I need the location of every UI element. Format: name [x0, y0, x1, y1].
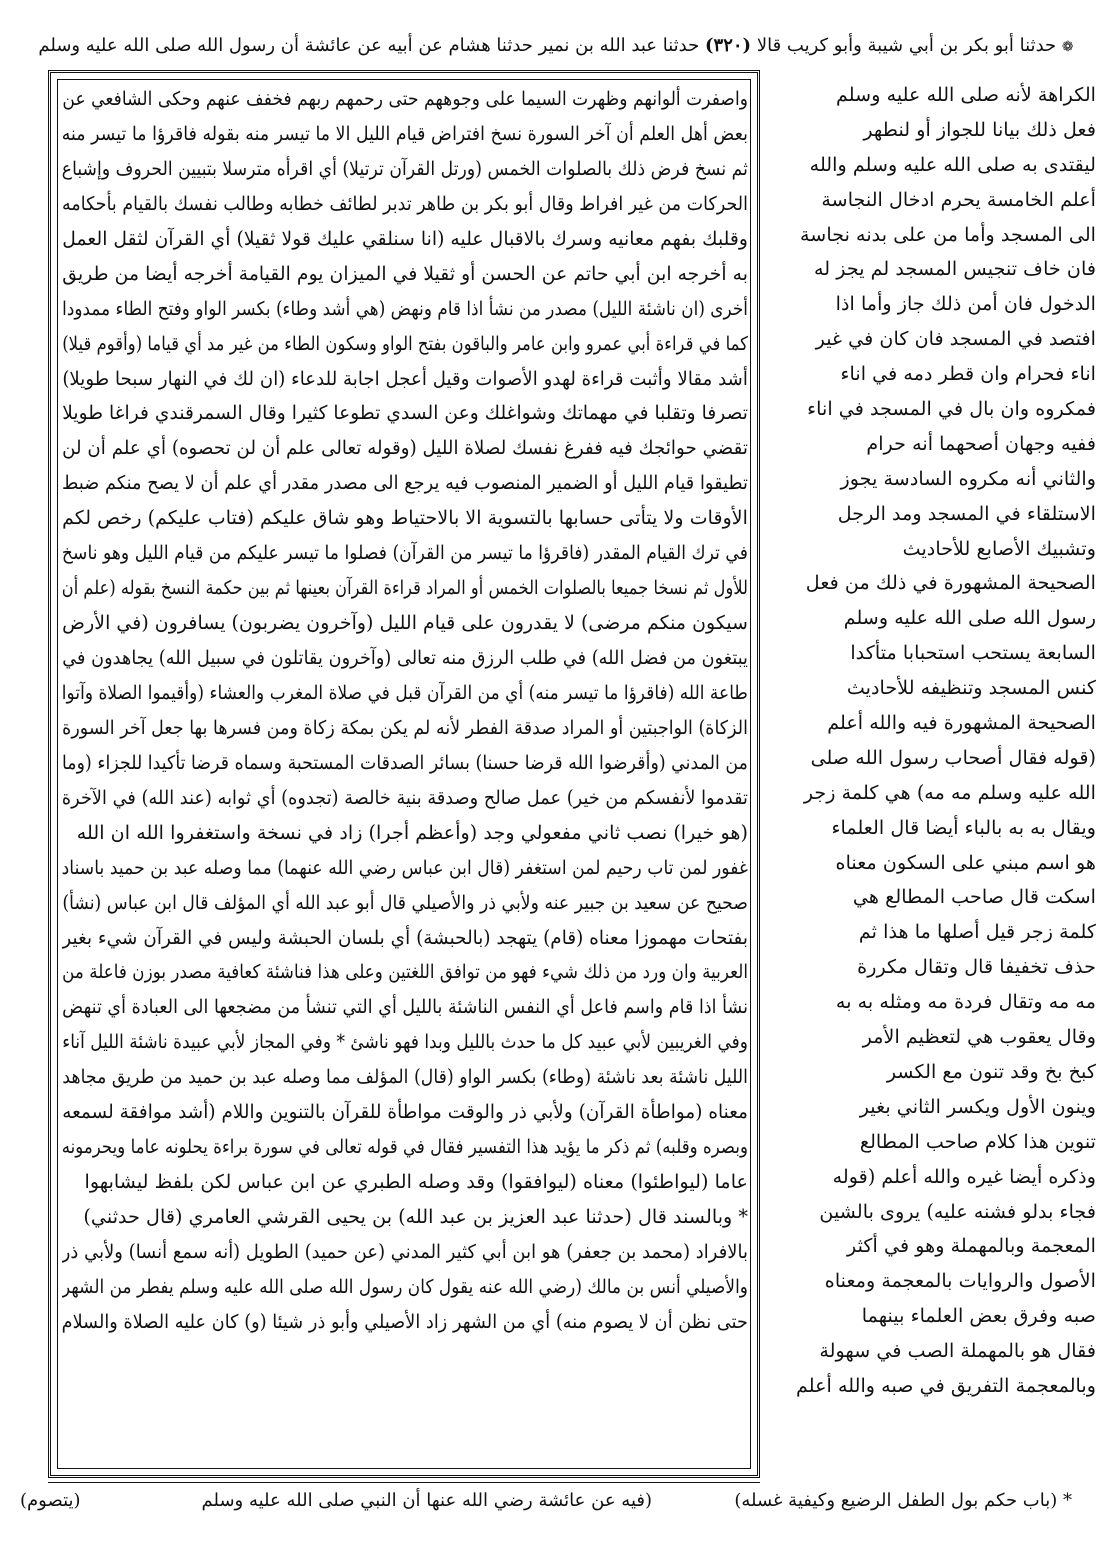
commentary-line: (هو خيرا) نصب ثاني مفعولي وجد (وأعظم أجرا) زاد في نسخة واستغفروا الله ان الله — [76, 820, 748, 844]
margin-line: وذكره أيضا غيره والله أعلم (قوله — [832, 1164, 1096, 1188]
margin-line: فمكروه وان بال في المسجد في اناء — [807, 397, 1096, 421]
page-header — [20, 32, 1092, 61]
page-number: (٣٢٠) — [705, 35, 752, 56]
header-text-right: حدثنا أبو بكر بن أبي شيبة وأبو كريب قالا — [756, 35, 1057, 56]
commentary-line: وقلبك بفهم معانيه وسرك بالاقبال عليه (انا سنلقي عليك قولا ثقيلا) أي القرآن لثقل العمل — [62, 226, 748, 250]
margin-line: الله عليه وسلم مه مه) هي كلمة زجر — [803, 780, 1096, 804]
commentary-line: ثم نسخ فرض ذلك بالصلوات الخمس (ورتل القرآن ترتيلا) أي اقرأه مترسلا بتبيين الحروف وإشباع — [62, 156, 748, 180]
margin-line: الى المسجد وأما من على بدنه نجاسة — [800, 222, 1096, 246]
commentary-line: تقضي حوائجك فيه ففرغ نفسك لصلاة الليل (وقوله تعالى علم أن لن تحصوه) أي علم أن لن — [62, 436, 748, 460]
commentary-line: سيكون منكم مرضى) لا يقدرون على قيام الليل (وآخرون يضربون) يسافرون (في الأرض — [62, 611, 748, 635]
commentary-line: يبتغون من فضل الله) في طلب الرزق منه تعالى (وآخرون يقاتلون في سبيل الله) يجاهدون في — [62, 646, 748, 669]
commentary-line: تطيقوا قيام الليل أو الضمير المنصوب فيه يرجع الى مصدر مقدر أي علم أن لا يصح منكم ضبط — [62, 471, 748, 495]
margin-line: الدخول فان أمن ذلك جاز وأما اذا — [835, 292, 1096, 316]
margin-line: تنوين هذا كلام صاحب المطالع — [859, 1129, 1096, 1153]
commentary-line: بعض أهل العلم أن آخر السورة نسخ افتراض قيام الليل الا ما تيسر منه بقوله فاقرؤا ما تيسر منه — [62, 121, 748, 145]
margin-line: وينون الأول ويكسر الثاني بغير — [859, 1094, 1096, 1118]
margin-line: المعجمة وبالمهملة وهو في أكثر — [847, 1234, 1096, 1258]
footer-rule — [48, 1482, 760, 1483]
margin-line: وقال يعقوب هي لتعظيم الأمر — [862, 1025, 1096, 1049]
commentary-line: غفور لمن تاب رحيم لمن استغفر (قال ابن عباس رضي الله عنهما) مما وصله عبد بن حميد باسناد — [62, 855, 748, 879]
margin-line: صبه وفرق بعض العلماء بينهما — [861, 1304, 1096, 1328]
margin-line: أعلم الخامسة يحرم ادخال النجاسة — [821, 187, 1096, 211]
margin-line: الصحيحة المشهورة فيه والله أعلم — [827, 711, 1096, 735]
commentary-line: الأوقات ولا يتأتى حسابها بالتسوية الا بالاحتياط وهو شاق عليكم (فتاب عليكم) رخص لكم — [62, 506, 748, 530]
commentary-line: عاما (ليواطئوا) معناه (ليوافقوا) وقد وصله الطبري عن ابن عباس لكن بلفظ ليشابهوا — [84, 1170, 748, 1194]
commentary-line: أخرى (ان ناشئة الليل) مصدر من نشأ اذا قام ونهض (هي أشد وطاء) بكسر الواو وفتح الطاء ممدودا — [62, 296, 748, 320]
commentary-line: الحركات من غير افراط وقال أبو بكر بن طاهر تدبر لطائف خطابه وطالب نفسك بالقيام بأحكامه — [62, 191, 748, 215]
commentary-line: صحيح عن سعيد بن جبير عنه ولأبي ذر والأصيلي قال أبو عبد الله أي المؤلف قال ابن عباس (نشأ) — [62, 890, 748, 914]
margin-line: وبالمعجمة التفريق في صبه والله أعلم — [795, 1373, 1096, 1397]
margin-line: الاستلقاء في المسجد ومد الرجل — [837, 501, 1096, 525]
commentary-line: والأصيلي أنس بن مالك (رضي الله عنه يقول كان رسول الله صلى الله عليه وسلم يفطر من الشهر — [62, 1274, 748, 1298]
commentary-line: نشأ اذا قام واسم فاعل أي النفس الناشئة بالليل أي التي تنشأ من مضجعها الى العبادة أي تنهض — [62, 995, 748, 1019]
margin-line: فعل ذلك بيانا للجواز أو لنطهر — [863, 117, 1096, 141]
commentary-line: العربية وان ورد من ذلك شيء فهو من توافق اللغتين وعلى هذا فناشئة كعافية مصدر بوزن فاعلة من — [62, 960, 748, 984]
commentary-line: طاعة الله (فاقرؤا ما تيسر منه) أي من القرآن قبل في صلاة المغرب والعشاء (وأقيموا الصلاة وآتوا — [62, 680, 748, 704]
margin-line: الصحيحة المشهورة في ذلك من فعل — [805, 571, 1096, 595]
commentary-line: تصرفا وتقلبا في مهماتك وشواغلك وعن السدي تطوعا كثيرا وقال السمرقندي فراغا طويلا — [62, 401, 748, 425]
commentary-line: كما في قراءة أبي عمرو وابن عامر والباقون بفتح الواو وسكون الطاء من غير مد أي قياما (وأقوم قيلا) — [62, 331, 748, 355]
margin-line: (قوله فقال أصحاب رسول الله صلى — [810, 745, 1096, 769]
commentary-line: للأول ثم نسخا جميعا بالصلوات الخمس أو المراد قراءة القرآن بعينها ثم بين حكمة النسخ بقوله (علم أن — [62, 576, 748, 600]
margin-line: ففيه وجهان أصحهما أنه حرام — [866, 431, 1096, 455]
margin-line: اناء فحرام وان قطر دمه في اناء — [840, 362, 1096, 386]
margin-line: فجاء بدلو فشنه عليه) يروى بالشين — [819, 1199, 1096, 1223]
commentary-line: وبصره وقلبه) ثم ذكر ما يؤيد هذا التفسير فقال في قوله تعالى في سورة براءة يحلونه عاما ويحرمونه — [62, 1135, 748, 1159]
margin-line: اسكت قال صاحب المطالع هي — [852, 885, 1096, 909]
commentary-line: تقدموا لأنفسكم من خير) عمل صالح وصدقة بنية خالصة (تجدوه) أي ثوابه (عند الله) في الآخرة — [62, 785, 748, 809]
margin-line: هو اسم مبني على السكون معناه — [835, 850, 1096, 874]
margin-line: الأصول والروايات بالمعجمة ومعناه — [824, 1269, 1096, 1293]
margin-line: وتشبيك الأصابع للأحاديث — [902, 536, 1096, 560]
commentary-line: الزكاة) الواجبتين أو المراد صدقة الفطر لأنه لم يكن بمكة زكاة ومن فسرها بها جعل آخر السورة — [62, 715, 748, 739]
commentary-line: معناه (مواطأة القرآن) ولأبي ذر والوقت مواطأة للقرآن بالتنوين واللام (أشد موافقة لسمعه — [62, 1100, 748, 1124]
margin-line: رسول الله صلى الله عليه وسلم — [843, 606, 1096, 630]
margin-line: ليقتدى به صلى الله عليه وسلم والله — [809, 152, 1096, 176]
margin-line: فان خاف تنجيس المسجد لم يجز له — [814, 257, 1096, 281]
chapter-summary: (فيه عن عائشة رضي الله عنها أن النبي صلى الله عليه وسلم — [201, 1490, 652, 1511]
commentary-line: في ترك القيام المقدر (فاقرؤا ما تيسر من القرآن) فصلوا ما تيسر عليكم من قيام الليل وهو ناسخ — [62, 541, 748, 565]
margin-line: كنس المسجد وتنظيفه للأحاديث — [846, 676, 1096, 700]
chapter-title: * (باب حكم بول الطفل الرضيع وكيفية غسله) — [734, 1490, 1072, 1511]
commentary-line: من المدني (وأقرضوا الله قرضا حسنا) بسائر الصدقات المستحبة وسماه قرضا تأكيدا للجزاء (وما — [62, 750, 748, 774]
margin-line: كبخ بخ وقد تنون مع الكسر — [886, 1059, 1096, 1083]
margin-line: حذف تخفيفا قال وتقال مكررة — [857, 955, 1096, 979]
commentary-line: بفتحات مهموزا معناه (قام) يتهجد (بالحبشة) أي بلسان الحبشة وليس في القرآن شيء بغير — [62, 925, 748, 949]
page-footer — [20, 1486, 1092, 1516]
header-text-left: حدثنا عبد الله بن نمير حدثنا هشام عن أبيه عن عائشة أن رسول الله صلى الله عليه وسلم — [38, 35, 700, 56]
commentary-line: الليل ناشئة بعد ناشئة (وطاء) بكسر الواو (قال) المؤلف مما وصله عبد بن حميد من طريق مجاهد — [62, 1065, 748, 1089]
commentary-line: بالافراد (محمد بن جعفر) هو ابن أبي كثير المدني (عن حميد) الطويل (أنه سمع أنسا) ولأبي ذر — [62, 1239, 748, 1263]
margin-line: كلمة زجر قيل أصلها ما هذا ثم — [858, 920, 1096, 944]
commentary-line: حتى نظن أن لا يصوم منه) أي من الشهر زاد الأصيلي وأبو ذر شيئا (و) كان عليه الصلاة والسلام — [62, 1309, 748, 1333]
margin-line: مه مه وتقال فردة مه ومثله به به — [835, 990, 1096, 1014]
catchword: (يتصوم) — [20, 1490, 81, 1511]
margin-line: ويقال به به بالباء أيضا قال العلماء — [831, 815, 1096, 839]
ornament-icon: ❁ — [1061, 39, 1074, 55]
commentary-line: وفي الغريبين لأبي عبيد كل ما حدث بالليل وبدا فهو ناشئ * وفي المجاز لأبي عبيدة ناشئة الليل آناء — [62, 1030, 748, 1054]
margin-line: السابعة يستحب استحبابا متأكدا — [850, 641, 1096, 665]
commentary-line: أشد مقالا وأثبت قراءة لهدو الأصوات وقيل أعجل اجابة للدعاء (ان لك في النهار سبحا طويلا) — [62, 366, 748, 390]
commentary-line: به أخرجه ابن أبي حاتم عن الحسن أو ثقيلا في الميزان يوم القيامة أخرجه أيضا من طريق — [62, 261, 748, 285]
commentary-line: واصفرت ألوانهم وظهرت السيما على وجوههم حتى رحمهم ربهم فخفف عنهم وحكى الشافعي عن — [62, 87, 748, 110]
margin-line: فقال هو بالمهملة الصب في سهولة — [819, 1339, 1096, 1363]
commentary-column — [62, 82, 748, 1464]
commentary-line: * وبالسند قال (حدثنا عبد العزيز بن عبد الله) بن يحيى القرشي العامري (قال حدثني) — [83, 1205, 748, 1228]
margin-line: الكراهة لأنه صلى الله عليه وسلم — [836, 83, 1096, 106]
margin-column — [770, 78, 1096, 1468]
margin-line: والثاني أنه مكروه السادسة يجوز — [840, 466, 1096, 490]
margin-line: افتصد في المسجد فان كان في غير — [815, 327, 1096, 351]
